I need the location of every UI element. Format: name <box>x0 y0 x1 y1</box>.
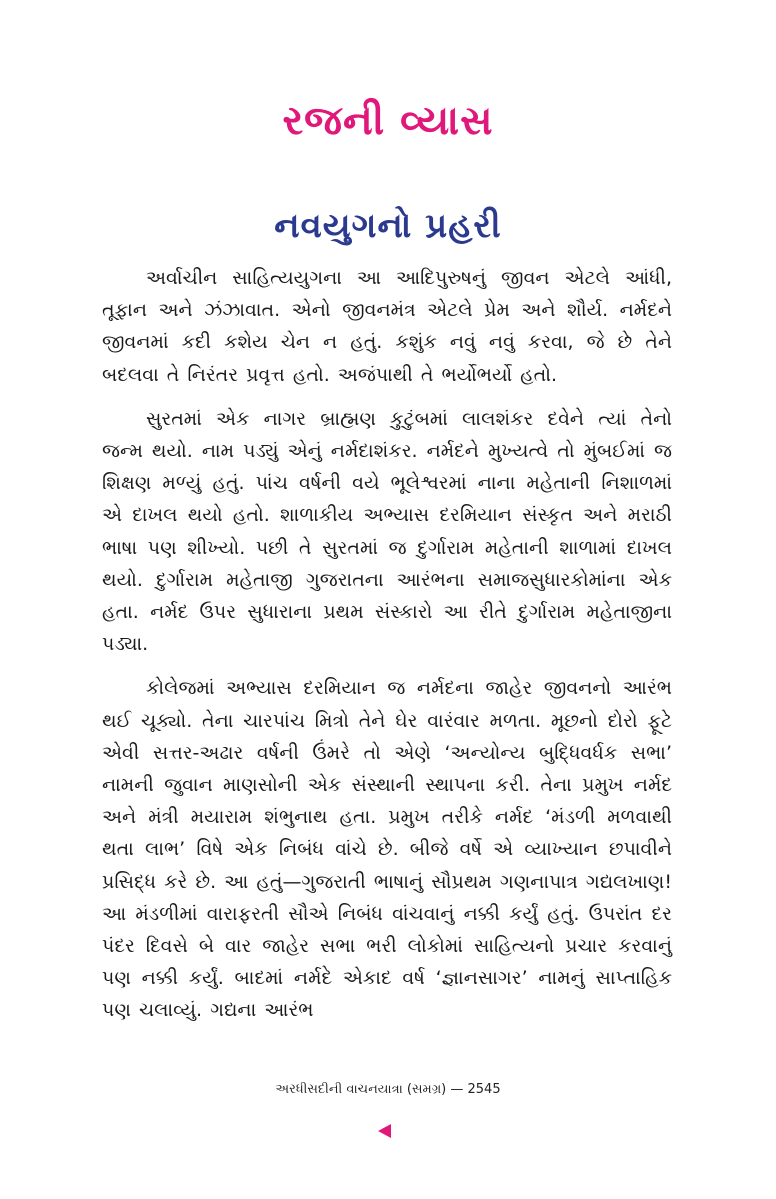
paragraph: અર્વાચીન સાહિત્યયુગના આ આદિપુરુષનું જીવન એટલે આંધી, તૂફાન અને ઝંઝાવાત. એનો જીવનમંત્ર એટલે પ્રેમ અને શૌર્ય. નર્મદને જીવનમાં કદી કશેય ચેન ન હતું. કશુંક નવું નવું કરવા, જે છે તેને બદલવા તે નિરંતર પ્રવૃત્ત હતો. અજંપાથી તે ભર્યોભર્યો હતો. <box>102 267 672 386</box>
chapter-body <box>102 262 672 1039</box>
chapter-title: નવયુગનો પ્રહરી <box>274 206 502 246</box>
page-footer: અરધીસદીની વાચનયાત્રા (સમગ્ર) — 2545 <box>275 1082 501 1097</box>
previous-page-icon[interactable] <box>378 1124 391 1138</box>
paragraph: સુરતમાં એક નાગર બ્રાહ્મણ કુટુંબમાં લાલશંકર દવેને ત્યાં તેનો જન્મ થયો. નામ પડ્યું એનું નર્મદાશંકર. નર્મદને મુખ્યત્વે તો મુંબઈમાં જ શિક્ષણ મળ્યું હતું. પાંચ વર્ષની વયે ભૂલેશ્વરમાં નાના મહેતાની નિશાળમાં એ દાખલ થયો હતો. શાળાકીય અભ્યાસ દરમિયાન સંસ્કૃત અને મરાઠી ભાષા પણ શીખ્યો. પછી તે સુરતમાં જ દુર્ગારામ મહેતાની શાળામાં દાખલ થયો. દુર્ગારામ મહેતાજી ગુજરાતના આરંભના સમાજસુધારકોમાંના એક હતા. નર્મદ ઉપર સુધારાના પ્રથમ સંસ્કારો આ રીતે દુર્ગારામ મહેતાજીના પડ્યા. <box>102 407 672 656</box>
paragraph: કોલેજમાં અભ્યાસ દરમિયાન જ નર્મદના જાહેર જીવનનો આરંભ થઈ ચૂક્યો. તેના ચારપાંચ મિત્રો તેને ઘેર વારંવાર મળતા. મૂછનો દોરો ફૂટે એવી સત્તર-અઢાર વર્ષની ઉંમરે તો એણે ‘અન્યોન્ય બુદ્ધિવર્ધક સભા’ નામની જુવાન માણસોની એક સંસ્થાની સ્થાપના કરી. તેના પ્રમુખ નર્મદ અને મંત્રી મયારામ શંભુનાથ હતા. પ્રમુખ તરીકે નર્મદ ‘મંડળી મળવાથી થતા લાભ’ વિષે એક નિબંધ વાંચે છે. બીજે વર્ષે એ વ્યાખ્યાન છપાવીને પ્રસિદ્ધ કરે છે. આ હતું—ગુજરાતી ભાષાનું સૌપ્રથમ ગણનાપાત્ર ગદ્યલખાણ! આ મંડળીમાં વારાફરતી સૌએ નિબંધ વાંચવાનું નક્કી કર્યું હતું. ઉપરાંત દર પંદર દિવસે બે વાર જાહેર સભા ભરી લોકોમાં સાહિત્યનો પ્રચાર કરવાનું પણ નક્કી કર્યું. બાદમાં નર્મદે એકાદ વર્ષ ‘જ્ઞાનસાગર’ નામનું સાપ્તાહિક પણ ચલાવ્યું. ગદ્યના આરંભ <box>102 677 672 1022</box>
author-name: રજની વ્યાસ <box>282 98 494 144</box>
